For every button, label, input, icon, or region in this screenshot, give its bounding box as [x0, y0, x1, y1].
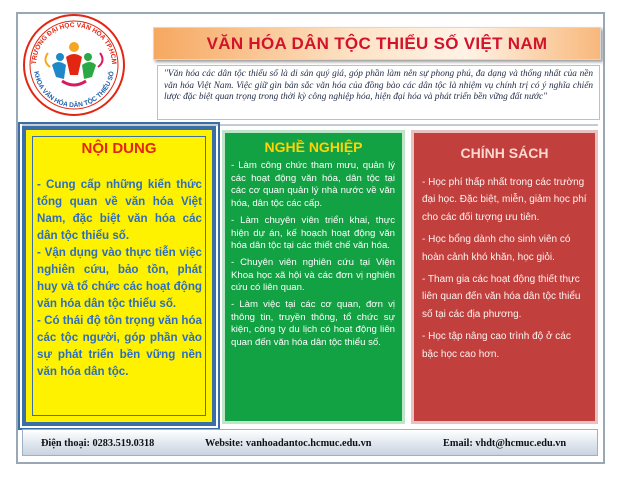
- policy-item: - Học phí thấp nhất trong các trường đại học. Đặc biệt, miễn, giảm học phí cho các đối tượng ưu tiên.: [422, 177, 587, 223]
- logo-emblem-icon: [22, 13, 126, 117]
- policy-item: - Học bổng dành cho sinh viên có hoàn cảnh khó khăn, học giỏi.: [422, 234, 571, 263]
- phone-number: Điện thoại: 0283.519.0318: [41, 438, 155, 449]
- policy-item: - Tham gia các hoạt động thiết thực liên quan đến văn hóa dân tộc thiểu số tại các địa phương.: [422, 274, 581, 320]
- content-heading: NỘI DUNG: [81, 140, 157, 157]
- career-item: - Chuyên viên nghiên cứu tại Viện Khoa học xã hội và các đơn vị nghiên cứu có liên quan.: [231, 256, 395, 294]
- content-column: [22, 126, 216, 426]
- logo-bottom-text: KHOA VĂN HÓA DÂN TỘC THIỂU SỐ: [32, 70, 116, 110]
- career-body: [231, 160, 395, 354]
- policy-body: [422, 174, 587, 368]
- website-link[interactable]: Website: vanhoadantoc.hcmuc.edu.vn: [205, 438, 372, 449]
- content-item: - Cung cấp những kiến thức tổng quan về văn hóa Việt Nam, đặc biệt văn hóa các dân tộc thiểu số.: [37, 178, 202, 242]
- policy-column: [411, 130, 598, 424]
- career-column: [222, 130, 405, 424]
- content-item: - Vận dụng vào thực tiễn việc nghiên cứu, bảo tồn, phát huy và tổ chức các hoạt động văn hóa dân tộc thiểu số.: [37, 246, 202, 310]
- contact-footer: [22, 429, 598, 456]
- page-title: VĂN HÓA DÂN TỘC THIỂU SỐ VIỆT NAM: [153, 27, 601, 60]
- content-body: [37, 176, 202, 380]
- content-item: - Có thái độ tôn trọng văn hóa các tộc người, góp phần vào sự phát triển bền vững nền văn hóa dân tộc.: [37, 314, 202, 378]
- logo-top-text: TRƯỜNG ĐẠI HỌC VĂN HÓA TP.HCM: [30, 21, 118, 65]
- career-item: - Làm việc tại các cơ quan, đơn vị thông tin, truyền thông, tổ chức sự kiện, công ty du lịch có hoạt động liên quan đến văn hóa dân tộc thiểu số.: [231, 299, 395, 349]
- university-logo: [22, 13, 126, 117]
- policy-heading: CHÍNH SÁCH: [460, 145, 549, 161]
- email-link[interactable]: Email: vhdt@hcmuc.edu.vn: [443, 438, 567, 449]
- career-item: - Làm công chức tham mưu, quản lý các hoạt động văn hóa, dân tộc tại các cơ quan quản lý nhà nước về văn hóa, dân tộc các cấp.: [231, 160, 395, 210]
- career-item: - Làm chuyên viên triển khai, thực hiện dự án, kế hoạch hoạt động văn hóa dân tộc tại các thiết chế văn hóa.: [231, 214, 395, 252]
- career-heading: NGHỀ NGHIỆP: [264, 139, 363, 155]
- intro-quote: "Văn hóa các dân tộc thiểu số là di sản quý giá, góp phần làm nên sự phong phú, đa dạng và thống nhất của nền văn hóa Việt Nam. Việc giữ gìn bản sắc văn hóa của đồng bào các dân tộc là nhiệm vụ chính trị có ý nghĩa chiến lược đặc biệt quan trọng trong thời kỳ công nghiệp hóa, hiện đại hóa và phát triển bền vững đất nước": [157, 65, 600, 120]
- policy-item: - Học tập nâng cao trình độ ở các bậc học cao hơn.: [422, 331, 571, 360]
